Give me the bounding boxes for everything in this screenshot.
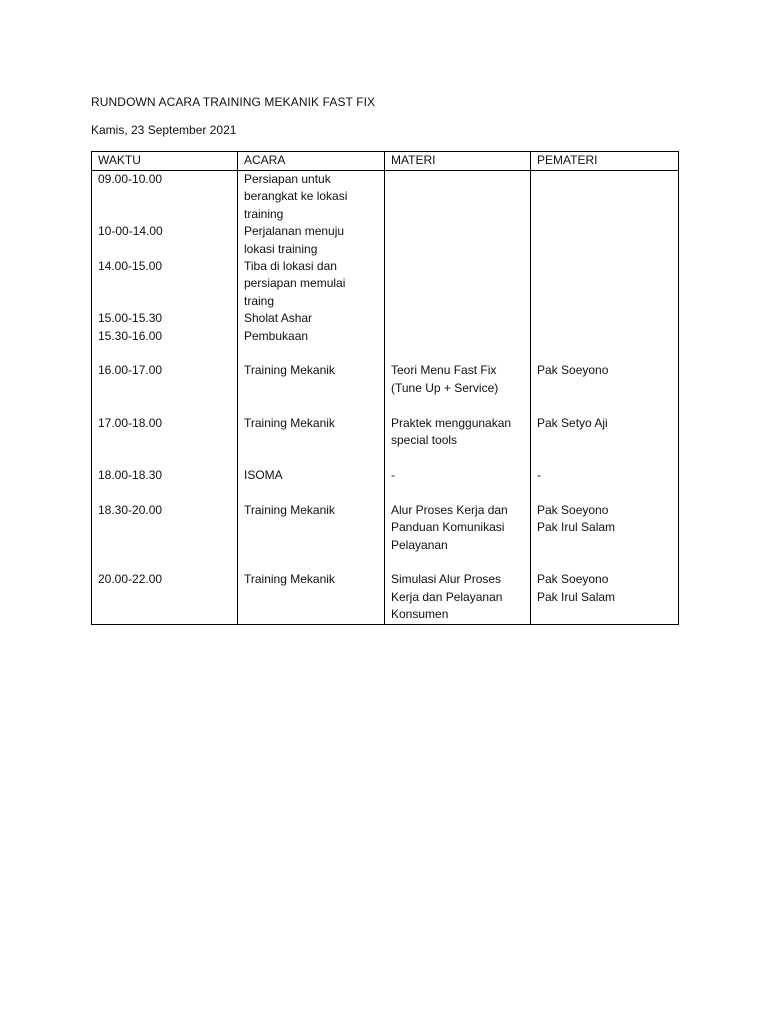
cell-pemateri [531,571,679,624]
cell-line [98,554,231,571]
cell-materi [385,362,531,397]
cell-line: Training Mekanik [244,502,335,517]
cell-line: Kerja dan Pelayanan [391,589,503,604]
table-row [92,484,679,501]
cell-acara [238,258,385,310]
cell-line: Training Mekanik [244,363,335,378]
cell-waktu [92,467,238,484]
cell-pemateri [531,328,679,345]
table-row [92,328,679,345]
table-row [92,554,679,571]
cell-line [244,606,378,623]
cell-line: 15.30-16.00 [98,328,163,343]
cell-waktu [92,362,238,397]
cell-waktu [92,450,238,467]
cell-line [537,345,672,362]
cell-acara [238,345,385,362]
cell-line: Panduan Komunikasi [391,520,505,535]
cell-materi [385,258,531,310]
cell-line [391,345,524,362]
cell-acara [238,171,385,224]
cell-line: Pak Soeyono [537,502,609,517]
cell-materi [385,328,531,345]
header-waktu: WAKTU [92,152,238,171]
cell-line: 09.00-10.00 [98,172,163,186]
cell-line [391,206,524,223]
cell-materi [385,571,531,624]
cell-line [537,432,672,449]
cell-materi [385,310,531,327]
cell-line [537,380,672,397]
cell-line [98,432,231,449]
table-row [92,415,679,450]
cell-line [391,188,524,205]
table-header-row [92,152,679,171]
cell-pemateri [531,310,679,327]
cell-acara [238,554,385,571]
header-materi: MATERI [385,152,531,171]
cell-line [98,397,231,414]
cell-line: 14.00-15.00 [98,259,163,274]
table-row [92,502,679,554]
cell-line: Pak Irul Salam [537,589,616,604]
cell-line [98,450,231,467]
cell-materi [385,415,531,450]
cell-line [391,171,524,188]
cell-line: Alur Proses Kerja dan [391,502,508,517]
header-pemateri: PEMATERI [531,152,679,171]
cell-line [537,241,672,258]
cell-line [98,589,231,606]
cell-materi [385,345,531,362]
cell-line [98,293,231,310]
cell-acara [238,328,385,345]
cell-line [537,606,672,623]
cell-line [391,223,524,240]
cell-line [98,241,231,258]
table-row [92,450,679,467]
cell-waktu [92,397,238,414]
cell-line: Teori Menu Fast Fix [391,363,497,378]
cell-line [244,345,378,362]
cell-waktu [92,484,238,501]
cell-line [244,589,378,606]
cell-line: - [391,467,395,482]
cell-acara [238,397,385,414]
cell-line: special tools [391,433,458,448]
cell-waktu [92,328,238,345]
cell-line [537,537,672,554]
cell-line [98,519,231,536]
document-title: RUNDOWN ACARA TRAINING MEKANIK FAST FIX [91,95,376,109]
cell-materi [385,450,531,467]
cell-waktu [92,554,238,571]
table-row [92,467,679,484]
cell-acara [238,467,385,484]
cell-waktu [92,171,238,224]
cell-pemateri [531,415,679,450]
cell-line [537,554,672,571]
cell-line: Simulasi Alur Proses [391,572,502,587]
cell-line [98,188,231,205]
cell-line: Pak Soeyono [537,363,609,378]
cell-materi [385,171,531,224]
cell-line [391,554,524,571]
cell-acara [238,484,385,501]
cell-line: berangkat ke lokasi [244,189,348,204]
table-row [92,345,679,362]
cell-pemateri [531,345,679,362]
table-row [92,397,679,414]
cell-waktu [92,258,238,310]
table-row [92,362,679,397]
cell-line [244,484,378,501]
document-date: Kamis, 23 September 2021 [91,123,237,137]
table-row [92,223,679,258]
cell-line [391,275,524,292]
cell-acara [238,502,385,554]
cell-line [244,519,378,536]
cell-line [537,223,672,240]
cell-line: Pembukaan [244,328,309,343]
table-row [92,258,679,310]
cell-line: Perjalanan menuju [244,224,345,239]
cell-line [244,380,378,397]
cell-pemateri [531,502,679,554]
cell-materi [385,223,531,258]
cell-line [244,450,378,467]
cell-pemateri [531,397,679,414]
cell-line: Pak Soeyono [537,572,609,587]
rundown-table [91,151,679,625]
cell-waktu [92,415,238,450]
cell-line [98,380,231,397]
cell-acara [238,450,385,467]
cell-line: Pak Irul Salam [537,520,616,535]
cell-line: Tiba di lokasi dan [244,259,337,274]
cell-line [537,188,672,205]
cell-line: 16.00-17.00 [98,363,163,378]
cell-line [537,275,672,292]
cell-line: 17.00-18.00 [98,415,163,430]
cell-materi [385,467,531,484]
cell-waktu [92,310,238,327]
cell-line: - [537,467,541,482]
cell-materi [385,554,531,571]
cell-line [537,206,672,223]
cell-line: traing [244,293,275,308]
cell-line: 10-00-14.00 [98,224,163,239]
cell-pemateri [531,554,679,571]
cell-line [98,345,231,362]
cell-waktu [92,571,238,624]
cell-pemateri [531,467,679,484]
cell-line [98,275,231,292]
cell-acara [238,571,385,624]
cell-line [98,606,231,623]
cell-line: Sholat Ashar [244,311,313,326]
cell-line: 18.00-18.30 [98,467,163,482]
cell-line: Persiapan untuk [244,172,331,186]
cell-line [391,450,524,467]
cell-line: Pelayanan [391,537,448,552]
cell-line: Training Mekanik [244,415,335,430]
table-body [92,171,679,625]
cell-line [244,397,378,414]
cell-acara [238,415,385,450]
cell-line [391,293,524,310]
cell-line: (Tune Up + Service) [391,380,499,395]
cell-line: Pak Setyo Aji [537,415,608,430]
header-acara: ACARA [238,152,385,171]
cell-line [537,328,672,345]
cell-line [98,206,231,223]
cell-line: Training Mekanik [244,572,335,587]
cell-line: 18.30-20.00 [98,502,163,517]
cell-line [537,397,672,414]
cell-waktu [92,502,238,554]
cell-pemateri [531,223,679,258]
cell-line [98,484,231,501]
cell-pemateri [531,258,679,310]
cell-line [537,484,672,501]
cell-line: Konsumen [391,607,449,622]
cell-line: training [244,206,284,221]
cell-line: lokasi training [244,241,318,256]
cell-acara [238,223,385,258]
cell-materi [385,502,531,554]
cell-line [244,537,378,554]
cell-line: ISOMA [244,467,283,482]
cell-line [244,432,378,449]
cell-acara [238,362,385,397]
cell-line: persiapan memulai [244,276,346,291]
cell-line [537,258,672,275]
table-row [92,171,679,224]
table-row [92,571,679,624]
cell-pemateri [531,362,679,397]
cell-line [391,397,524,414]
cell-line [391,484,524,501]
cell-line [391,241,524,258]
cell-pemateri [531,450,679,467]
cell-waktu [92,345,238,362]
cell-line: 20.00-22.00 [98,572,163,587]
cell-line [537,310,672,327]
cell-line [537,450,672,467]
cell-line [537,171,672,188]
cell-line: Praktek menggunakan [391,415,512,430]
cell-line [98,537,231,554]
cell-line [391,328,524,345]
cell-line [244,554,378,571]
cell-pemateri [531,171,679,224]
cell-line [391,310,524,327]
cell-waktu [92,223,238,258]
cell-acara [238,310,385,327]
table-row [92,310,679,327]
cell-materi [385,484,531,501]
cell-pemateri [531,484,679,501]
cell-line [537,293,672,310]
cell-line [391,258,524,275]
cell-line: 15.00-15.30 [98,311,163,326]
cell-materi [385,397,531,414]
